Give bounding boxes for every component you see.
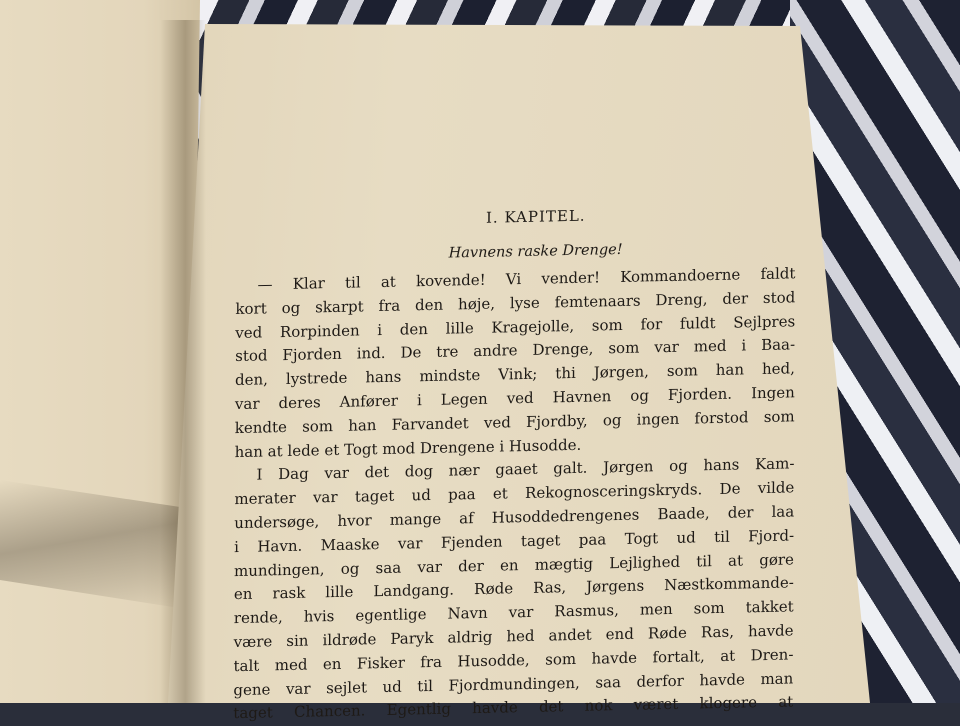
chapter-heading: I. KAPITEL. [485, 206, 586, 227]
text-line: merater var taget ud paa et Rekognosceringskryds. De vilde [234, 478, 795, 509]
text-line: ved Rorpinden i den lille Kragejolle, som for fuldt Sejlpres [235, 311, 796, 342]
text-line: i Havn. Maaske var Fjenden taget paa Togt ud til Fjord- [234, 526, 795, 556]
text-line: I Dag var det dog nær gaaet galt. Jørgen og hans Kam- [256, 454, 795, 485]
chapter-title: Havnens raske Drenge! [448, 241, 623, 262]
text-line: undersøge, hvor mange af Husoddedrengenes Baade, der laa [234, 502, 795, 533]
text-line: stod Fjorden ind. De tre andre Drenge, som var med i Baa- [235, 335, 796, 366]
text-line: kendte som han Farvandet ved Fjordby, og ingen forstod som [234, 407, 795, 437]
text-line: en rask lille Landgang. Røde Ras, Jørgens Næstkommande- [233, 573, 794, 604]
book-gutter [160, 20, 206, 703]
page-text-block [233, 188, 796, 726]
text-line: den, lystrede hans mindste Vink; thi Jørgen, som han hed, [235, 359, 795, 390]
text-line: talt med en Fisker fra Husodde, som havde fortalt, at Dren- [233, 645, 794, 675]
text-line: være sin ildrøde Paryk aldrig hed andet end Røde Ras, havde [233, 621, 794, 652]
text-line: taget Chancen. Egentlig havde det nok været klogere at [233, 692, 794, 723]
paragraph-1 [235, 262, 796, 464]
text-line: var deres Anfører i Legen ved Havnen og Fjorden. Ingen [234, 383, 795, 414]
text-line: mundingen, og saa var der en mægtig Lejlighed til at gøre [234, 549, 794, 580]
text-line: rende, hvis egentlige Navn var Rasmus, men som takket [233, 597, 794, 628]
text-line: gene var sejlet ud til Fjordmundingen, saa derfor havde man [233, 668, 794, 699]
paragraph-2 [233, 453, 794, 726]
text-line: han at lede et Togt mod Drengene i Husodde. [234, 435, 582, 461]
text-line: kort og skarpt fra den høje, lyse femtenaars Dreng, der stod [235, 288, 796, 318]
text-line: — Klar til at kovende! Vi vender! Kommandoerne faldt [257, 264, 796, 294]
